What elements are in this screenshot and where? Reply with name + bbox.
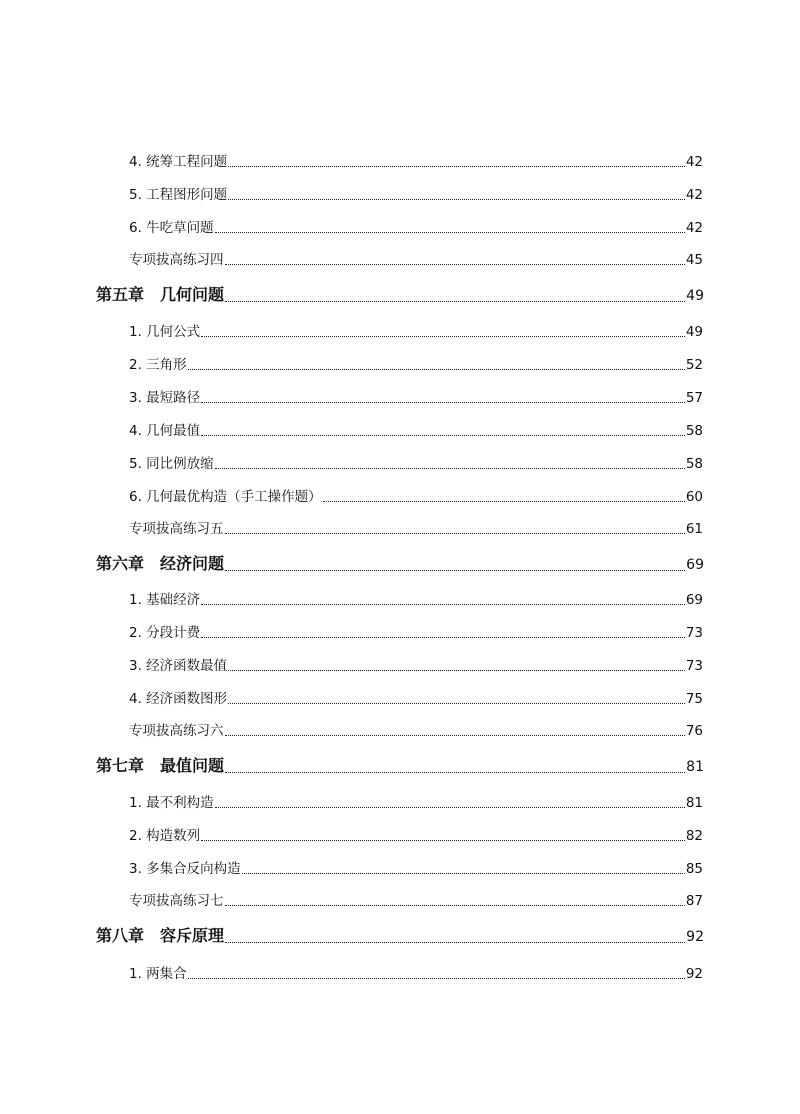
toc-entry-page: 42 <box>685 220 703 236</box>
dot-leader <box>242 873 685 874</box>
toc-entry[interactable] <box>129 386 703 406</box>
toc-entry-page: 73 <box>685 658 703 674</box>
chapter-page: 49 <box>686 288 704 304</box>
toc-entry-label: 2. 分段计费 <box>129 625 201 641</box>
chapter-title: 第七章 最值问题 <box>96 756 225 775</box>
toc-entry-practice[interactable] <box>129 719 703 739</box>
toc-entry-label: 专项拔高练习七 <box>129 893 224 909</box>
dot-leader <box>201 637 685 638</box>
toc-chapter[interactable] <box>96 753 704 776</box>
dot-leader <box>225 905 685 906</box>
dot-leader <box>225 942 685 943</box>
toc-entry-label: 1. 基础经济 <box>129 592 201 608</box>
toc-entry-practice[interactable] <box>129 889 703 909</box>
toc-entry-page: 45 <box>685 252 703 268</box>
toc-entry-practice[interactable] <box>129 248 703 268</box>
dot-leader <box>188 978 685 979</box>
toc-entry-label: 2. 构造数列 <box>129 828 201 844</box>
toc-entry[interactable] <box>129 452 703 472</box>
toc-entry-label: 1. 最不利构造 <box>129 795 214 811</box>
toc-entry[interactable] <box>129 824 703 844</box>
toc-entry-page: 81 <box>685 795 703 811</box>
toc-entry-page: 76 <box>685 723 703 739</box>
toc-entry-label: 专项拔高练习五 <box>129 521 224 537</box>
dot-leader <box>228 670 685 671</box>
toc-entry[interactable] <box>129 687 703 707</box>
toc-entry-label: 1. 两集合 <box>129 966 187 982</box>
toc-entry-page: 82 <box>685 828 703 844</box>
dot-leader <box>225 570 685 571</box>
toc-entry[interactable] <box>129 962 703 982</box>
toc-entry[interactable] <box>129 320 703 340</box>
toc-entry[interactable] <box>129 654 703 674</box>
dot-leader <box>201 604 685 605</box>
toc-entry-page: 42 <box>685 187 703 203</box>
dot-leader <box>188 369 685 370</box>
toc-entry-label: 4. 几何最值 <box>129 423 201 439</box>
dot-leader <box>225 301 685 302</box>
toc-entry-page: 57 <box>685 390 703 406</box>
toc-entry[interactable] <box>129 150 703 170</box>
toc-entry[interactable] <box>129 791 703 811</box>
dot-leader <box>201 840 685 841</box>
toc-entry-label: 6. 几何最优构造（手工操作题） <box>129 489 322 505</box>
dot-leader <box>215 232 685 233</box>
toc-entry-page: 49 <box>685 324 703 340</box>
toc-entry-page: 75 <box>685 691 703 707</box>
toc-entry-label: 专项拔高练习四 <box>129 252 224 268</box>
dot-leader <box>201 336 685 337</box>
dot-leader <box>225 264 685 265</box>
dot-leader <box>201 435 685 436</box>
toc-entry[interactable] <box>129 183 703 203</box>
toc-entry-label: 5. 工程图形问题 <box>129 187 228 203</box>
toc-entry-label: 4. 统筹工程问题 <box>129 154 228 170</box>
toc-entry-page: 85 <box>685 861 703 877</box>
toc-entry-page: 58 <box>685 423 703 439</box>
toc-entry-label: 1. 几何公式 <box>129 324 201 340</box>
chapter-page: 69 <box>686 557 704 573</box>
chapter-page: 92 <box>686 929 704 945</box>
toc-entry[interactable] <box>129 216 703 236</box>
toc-entry-page: 73 <box>685 625 703 641</box>
toc-entry[interactable] <box>129 485 703 505</box>
toc-entry-page: 52 <box>685 357 703 373</box>
toc-entry[interactable] <box>129 353 703 373</box>
chapter-title: 第八章 容斥原理 <box>96 926 225 945</box>
toc-entry[interactable] <box>129 857 703 877</box>
toc-chapter[interactable] <box>96 282 704 305</box>
toc-entry[interactable] <box>129 621 703 641</box>
toc-entry-label: 3. 经济函数最值 <box>129 658 228 674</box>
toc-entry-label: 3. 最短路径 <box>129 390 201 406</box>
chapter-page: 81 <box>686 759 704 775</box>
toc-entry[interactable] <box>129 419 703 439</box>
toc-entry-page: 92 <box>685 966 703 982</box>
toc-entry-label: 6. 牛吃草问题 <box>129 220 214 236</box>
dot-leader <box>228 199 685 200</box>
toc-entry-page: 87 <box>685 893 703 909</box>
toc-entry-label: 专项拔高练习六 <box>129 723 224 739</box>
toc-entry-label: 4. 经济函数图形 <box>129 691 228 707</box>
toc-entry-label: 5. 同比例放缩 <box>129 456 214 472</box>
toc-entry-page: 58 <box>685 456 703 472</box>
toc-entry-label: 3. 多集合反向构造 <box>129 861 241 877</box>
toc-entry-practice[interactable] <box>129 517 703 537</box>
toc-chapter[interactable] <box>96 923 704 946</box>
toc-entry-page: 42 <box>685 154 703 170</box>
toc-entry-label: 2. 三角形 <box>129 357 187 373</box>
dot-leader <box>201 402 685 403</box>
chapter-title: 第六章 经济问题 <box>96 554 225 573</box>
toc-chapter[interactable] <box>96 551 704 574</box>
chapter-title: 第五章 几何问题 <box>96 285 225 304</box>
dot-leader <box>215 468 685 469</box>
toc-entry-page: 60 <box>685 489 703 505</box>
toc-entry-page: 69 <box>685 592 703 608</box>
dot-leader <box>228 703 685 704</box>
dot-leader <box>225 735 685 736</box>
dot-leader <box>225 533 685 534</box>
dot-leader <box>225 772 685 773</box>
toc-entry-page: 61 <box>685 521 703 537</box>
dot-leader <box>323 501 685 502</box>
dot-leader <box>215 807 685 808</box>
dot-leader <box>228 166 685 167</box>
toc-entry[interactable] <box>129 588 703 608</box>
